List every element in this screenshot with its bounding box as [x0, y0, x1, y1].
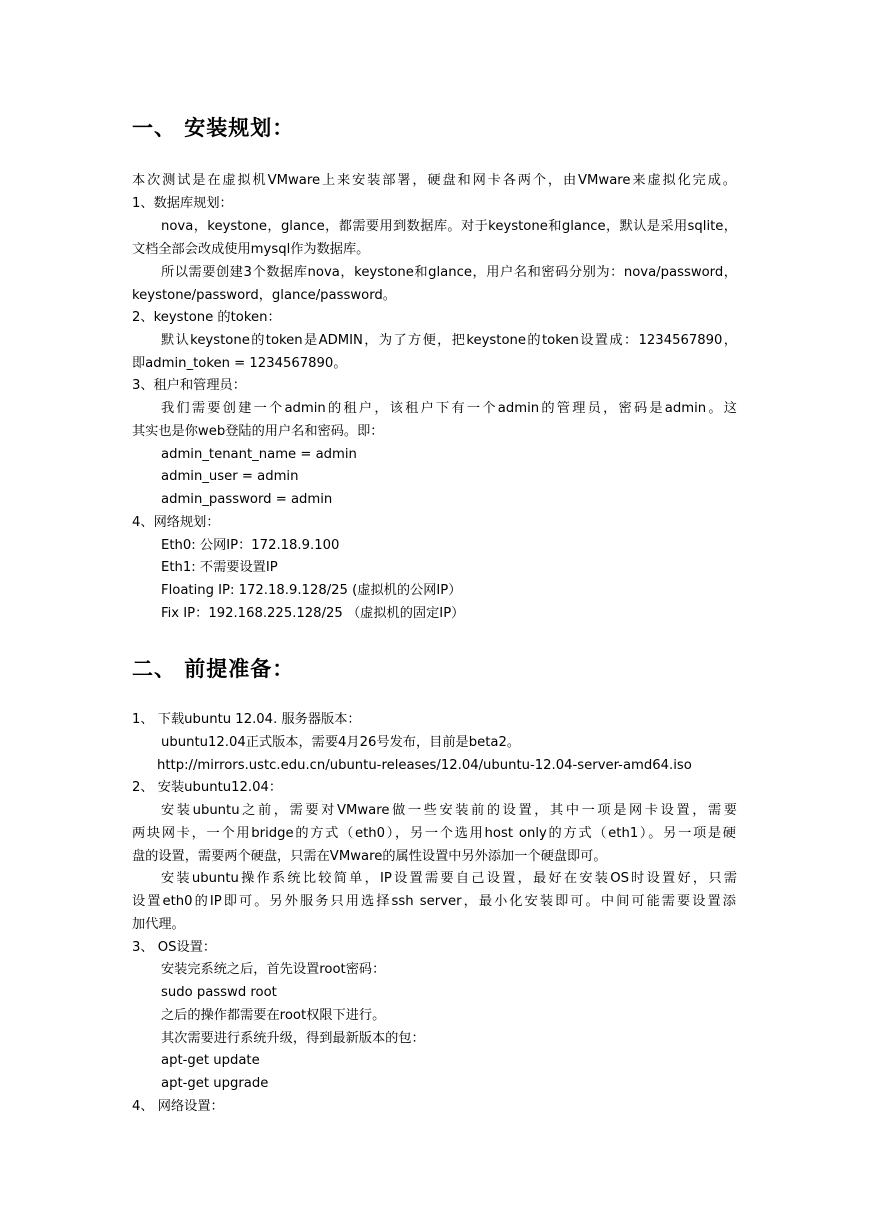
db-planning-heading: 1、数据库规划： [132, 196, 233, 211]
db-planning-text: keystone/password，glance/password。 [132, 288, 396, 303]
install-heading: 2、 安装ubuntu12.04： [132, 780, 283, 795]
install-text: 设置eth0的IP即可。另外服务只用选择ssh server，最小化安装即可。中间可能需要设置添 [132, 894, 736, 909]
section-1-intro: 本次测试是在虚拟机VMware上来安装部署，硬盘和网卡各两个，由VMware来虚拟化完成。 [132, 173, 736, 188]
config-line: admin_user = admin [161, 469, 299, 484]
download-heading: 1、 下载ubuntu 12.04. 服务器版本： [132, 712, 361, 727]
section-1-title: 一、 安装规划： [132, 116, 295, 140]
install-text: 两块网卡，一个用bridge的方式（eth0），另一个选用host only的方式（eth1）。另一项是硬 [132, 826, 736, 841]
network-line: Floating IP: 172.18.9.128/25 (虚拟机的公网IP） [161, 583, 462, 598]
db-planning-text: nova，keystone，glance，都需要用到数据库。对于keystone和glance，默认是采用sqlite， [161, 219, 737, 234]
download-url: http://mirrors.ustc.edu.cn/ubuntu-releases/12.04/ubuntu-12.04-server-amd64.iso [157, 758, 692, 773]
os-text: 之后的操作都需要在root权限下进行。 [161, 1008, 386, 1023]
os-text: 其次需要进行系统升级，得到最新版本的包： [161, 1031, 425, 1046]
os-text: 安装完系统之后，首先设置root密码： [161, 962, 386, 977]
config-line: admin_tenant_name = admin [161, 447, 357, 462]
network-line: Fix IP：192.168.225.128/25 （虚拟机的固定IP） [161, 606, 465, 621]
command-line: apt-get upgrade [161, 1076, 269, 1091]
install-text: 盘的设置，需要两个硬盘，只需在VMware的属性设置中另外添加一个硬盘即可。 [132, 849, 607, 864]
network-line: Eth0: 公网IP：172.18.9.100 [161, 538, 340, 553]
network-line: Eth1: 不需要设置IP [161, 560, 278, 575]
install-text: 加代理。 [132, 917, 185, 932]
download-text: ubuntu12.04正式版本，需要4月26号发布，目前是beta2。 [161, 735, 521, 750]
tenant-heading: 3、租户和管理员： [132, 378, 246, 393]
network-heading: 4、网络规划： [132, 515, 220, 530]
tenant-text: 其实也是你web登陆的用户名和密码。即： [132, 424, 384, 439]
command-line: sudo passwd root [161, 985, 277, 1000]
db-planning-text: 所以需要创建3个数据库nova，keystone和glance，用户名和密码分别为：nova/password， [161, 265, 737, 280]
db-planning-text: 文档全部会改成使用mysql作为数据库。 [132, 242, 370, 257]
section-2-title: 二、 前提准备： [132, 657, 295, 681]
os-heading: 3、 OS设置： [132, 940, 217, 955]
token-text: 即admin_token = 1234567890。 [132, 356, 347, 371]
token-heading: 2、keystone 的token： [132, 310, 281, 325]
token-text: 默认keystone的token是ADMIN，为了方便，把keystone的token设置成：1234567890， [161, 333, 737, 348]
command-line: apt-get update [161, 1053, 260, 1068]
install-text: 安装ubuntu操作系统比较简单，IP设置需要自己设置，最好在安装OS时设置好，只需 [161, 871, 737, 886]
install-text: 安装ubuntu之前，需要对VMware做一些安装前的设置，其中一项是网卡设置，需要 [161, 803, 737, 818]
network-setup-heading: 4、 网络设置： [132, 1099, 224, 1114]
config-line: admin_password = admin [161, 492, 333, 507]
tenant-text: 我们需要创建一个admin的租户，该租户下有一个admin的管理员，密码是admin。这 [161, 401, 737, 416]
